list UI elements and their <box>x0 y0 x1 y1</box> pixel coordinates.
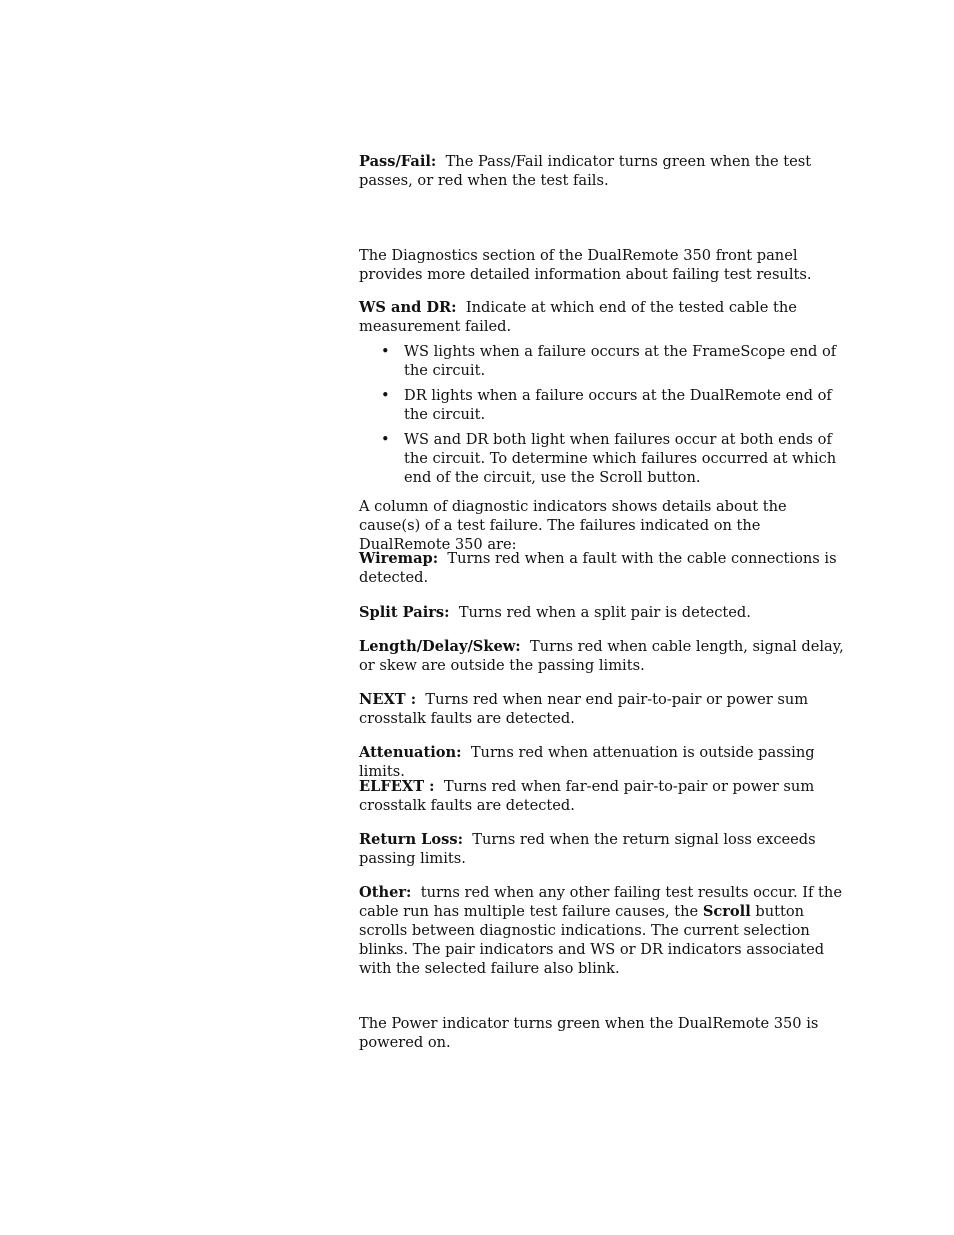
indicator-text: Turns red when far-end pair-to-pair or power sum crosstalk faults are detected. <box>359 778 815 814</box>
bullet-icon: • <box>381 431 390 448</box>
indicator-split-pairs <box>359 603 851 622</box>
pass-fail-paragraph <box>359 152 851 190</box>
indicator-term: Attenuation: <box>359 744 462 761</box>
column-intro: A column of diagnostic indicators shows details about the cause(s) of a test failure. The failures indicated on the DualRemote 350 are: <box>359 498 787 553</box>
bullet-icon: • <box>381 343 390 360</box>
indicator-text: Turns red when a fault with the cable connections is detected. <box>359 550 837 586</box>
indicator-text: Turns red when cable length, signal delay, or skew are outside the passing limits. <box>359 638 844 674</box>
other-text-before: turns red when any other failing test results occur. If the cable run has multiple test failure causes, the <box>359 884 842 920</box>
power-paragraph: The Power indicator turns green when the DualRemote 350 is powered on. <box>359 1015 819 1051</box>
list-item <box>359 386 851 424</box>
indicator-wiremap <box>359 549 851 587</box>
ws-dr-bullet-list <box>359 342 851 487</box>
indicator-return-loss <box>359 830 851 868</box>
indicator-term: ELFEXT : <box>359 778 435 795</box>
indicator-term: Split Pairs: <box>359 604 450 621</box>
indicator-elfext <box>359 777 851 815</box>
list-item <box>359 430 851 487</box>
indicator-text: Turns red when attenuation is outside passing limits. <box>359 744 815 780</box>
diagnostics-intro: The Diagnostics section of the DualRemote 350 front panel provides more detailed information about failing test results. <box>359 247 812 283</box>
indicator-term: NEXT : <box>359 691 417 708</box>
indicator-length-delay-skew <box>359 637 851 675</box>
bullet-icon: • <box>381 387 390 404</box>
indicator-text: Turns red when near end pair-to-pair or power sum crosstalk faults are detected. <box>359 691 809 727</box>
scroll-word: Scroll <box>702 903 751 920</box>
bullet-text: DR lights when a failure occurs at the DualRemote end of the circuit. <box>404 387 832 423</box>
bullet-text: WS lights when a failure occurs at the FrameScope end of the circuit. <box>404 343 837 379</box>
indicator-term: Length/Delay/Skew: <box>359 638 521 655</box>
ws-dr-term: WS and DR: <box>359 299 457 316</box>
indicator-text: Turns red when a split pair is detected. <box>458 604 751 621</box>
indicator-term: Other: <box>359 884 412 901</box>
ws-dr-paragraph <box>359 298 851 336</box>
ws-dr-text: Indicate at which end of the tested cable the measurement failed. <box>359 299 797 335</box>
other-text-after: button scrolls between diagnostic indications. The current selection blinks. The pair indicators and WS or DR indicators associated with the selected failure also blink. <box>359 903 825 977</box>
bullet-text: WS and DR both light when failures occur at both ends of the circuit. To determine which failures occurred at which end of the circuit, use the Scroll button. <box>404 431 837 486</box>
indicator-term: Wiremap: <box>359 550 439 567</box>
pass-fail-term: Pass/Fail: <box>359 153 437 170</box>
list-item <box>359 342 851 380</box>
indicator-attenuation <box>359 743 851 781</box>
indicator-text: Turns red when the return signal loss exceeds passing limits. <box>359 831 816 867</box>
indicator-other <box>359 883 851 978</box>
pass-fail-text: The Pass/Fail indicator turns green when the test passes, or red when the test fails. <box>359 153 812 189</box>
indicator-next <box>359 690 851 728</box>
indicator-term: Return Loss: <box>359 831 463 848</box>
